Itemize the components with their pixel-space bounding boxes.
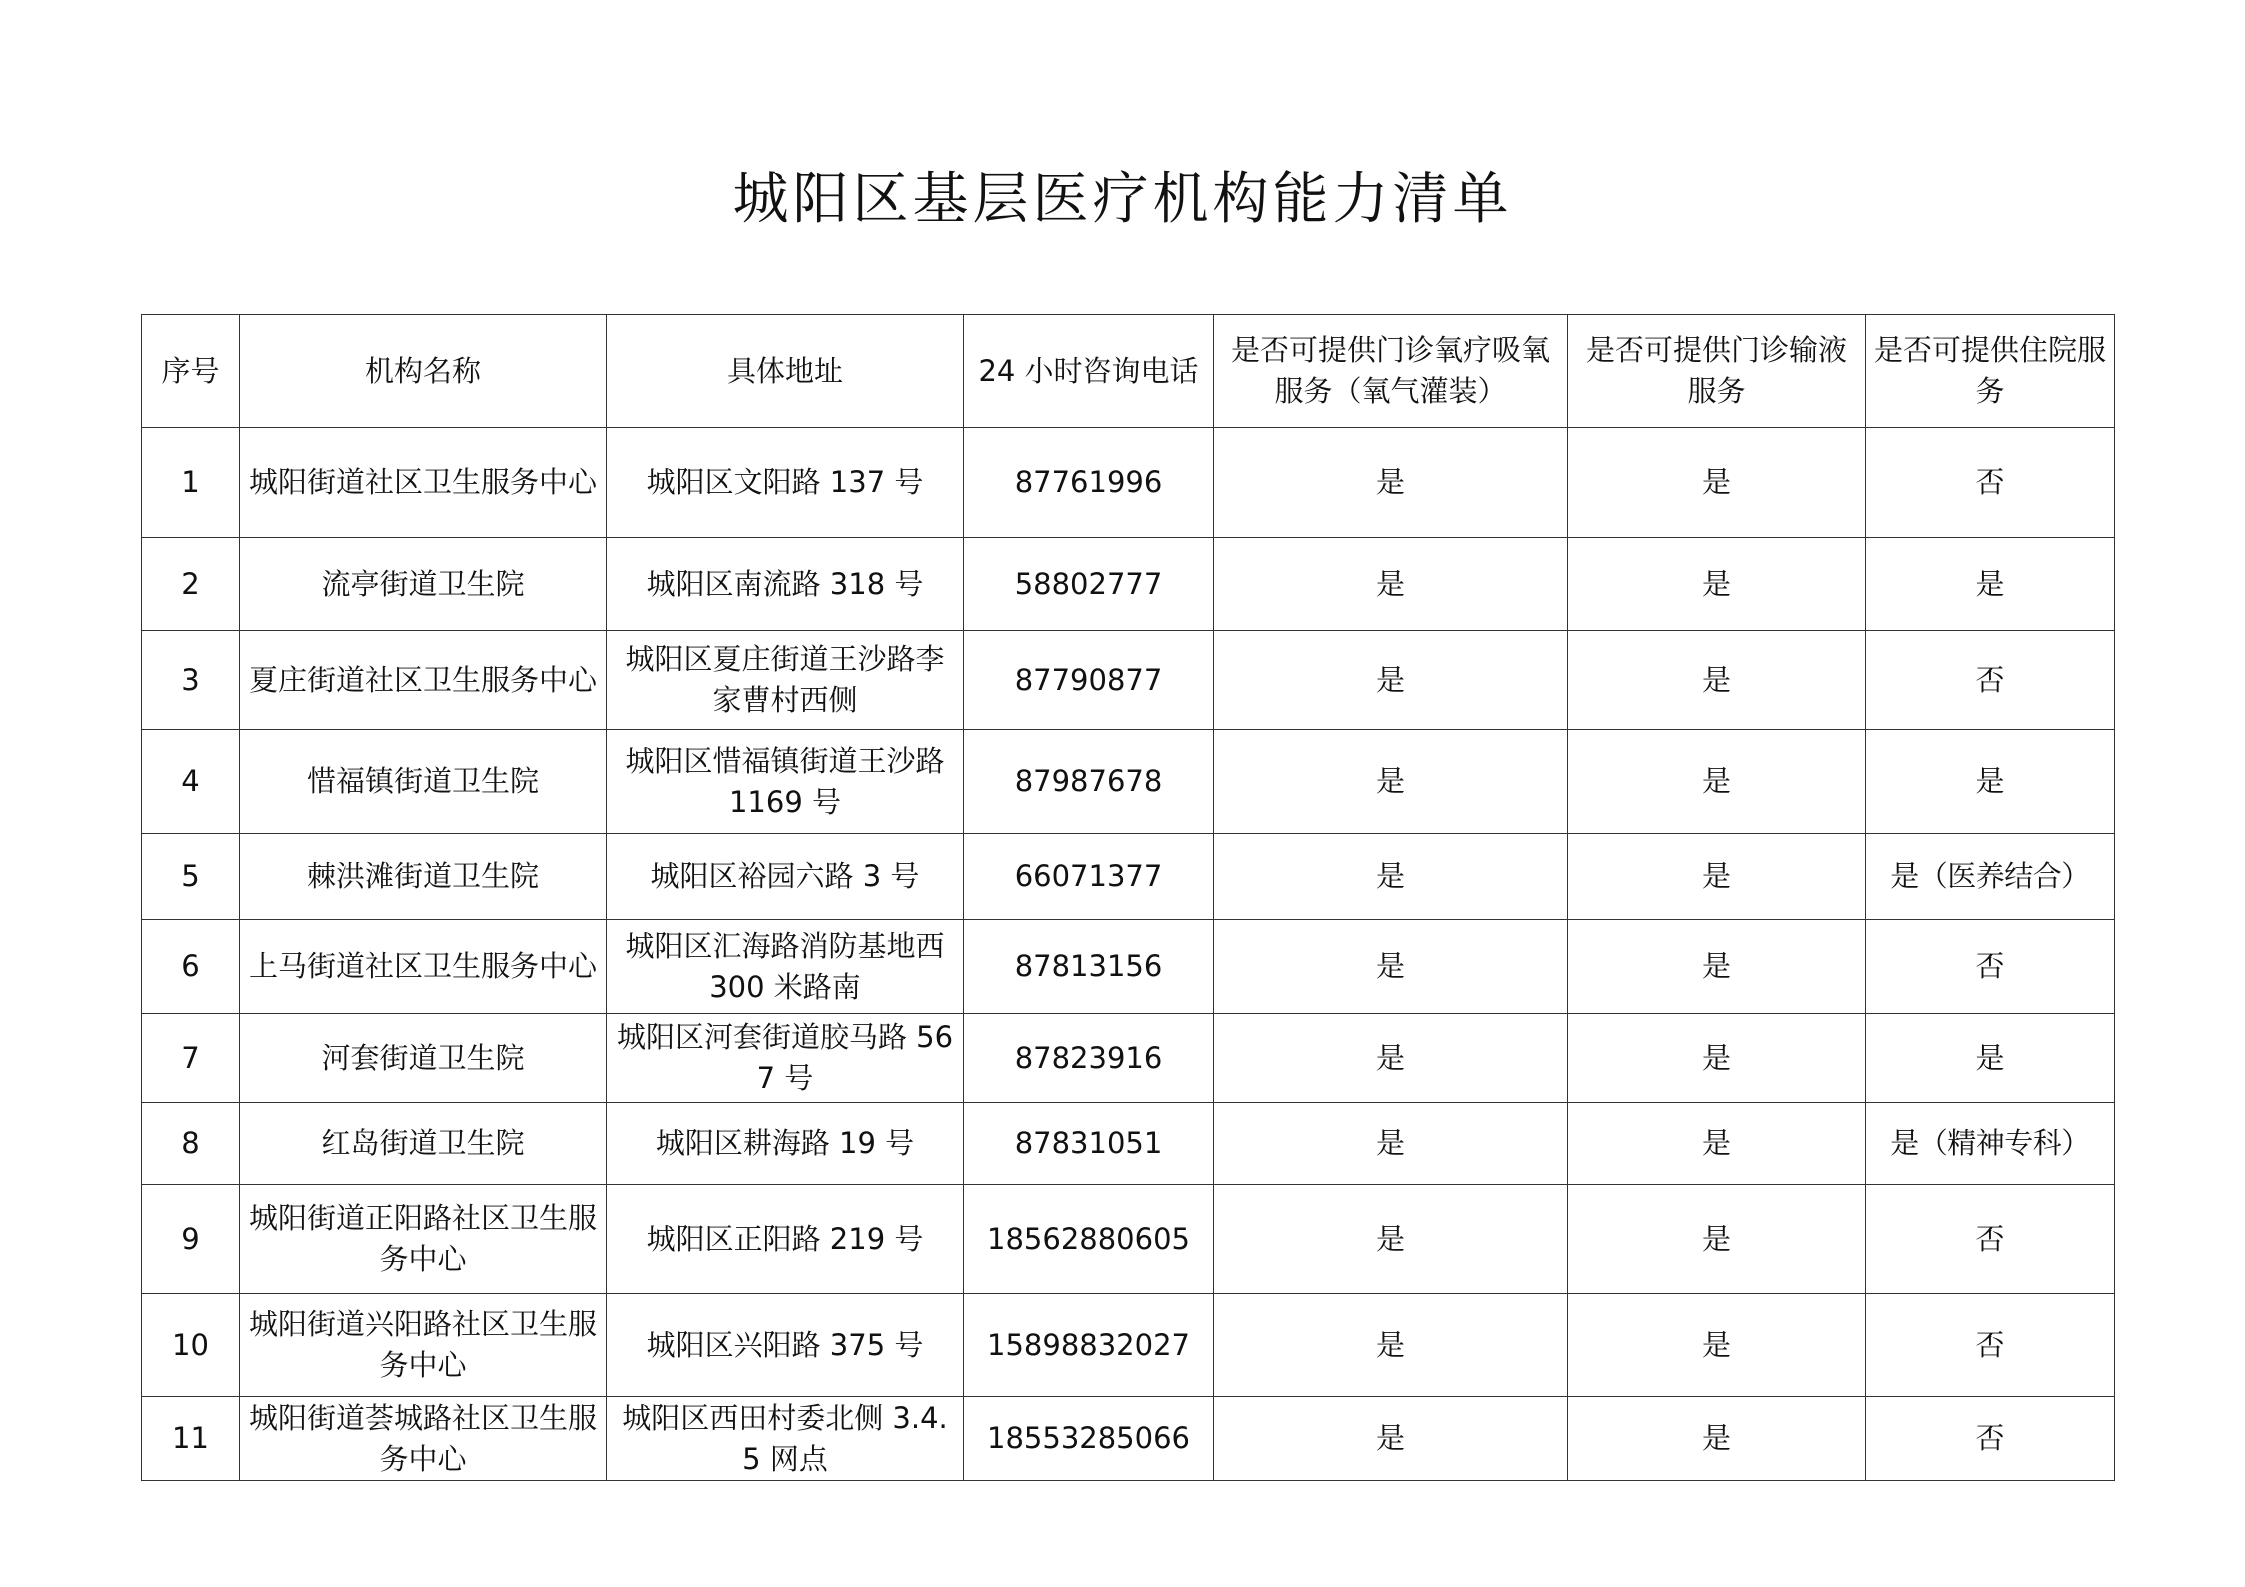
cell-inpatient: 是 [1866,1014,2115,1103]
cell-name: 惜福镇街道卫生院 [240,730,607,834]
cell-address: 城阳区河套街道胶马路 567 号 [607,1014,964,1103]
cell-infusion: 是 [1568,1103,1866,1185]
cell-oxygen: 是 [1214,1397,1568,1481]
cell-inpatient: 是 [1866,730,2115,834]
cell-inpatient: 是 [1866,538,2115,631]
cell-seq: 10 [142,1294,240,1397]
cell-inpatient: 是（精神专科） [1866,1103,2115,1185]
cell-address: 城阳区夏庄街道王沙路李家曹村西侧 [607,631,964,730]
cell-phone: 18562880605 [964,1185,1214,1294]
cell-address: 城阳区正阳路 219 号 [607,1185,964,1294]
cell-phone: 87790877 [964,631,1214,730]
cell-infusion: 是 [1568,834,1866,920]
cell-address: 城阳区汇海路消防基地西 300 米路南 [607,920,964,1014]
cell-phone: 58802777 [964,538,1214,631]
cell-oxygen: 是 [1214,1185,1568,1294]
cell-oxygen: 是 [1214,428,1568,538]
cell-infusion: 是 [1568,1397,1866,1481]
cell-name: 城阳街道社区卫生服务中心 [240,428,607,538]
cell-phone: 15898832027 [964,1294,1214,1397]
header-phone: 24 小时咨询电话 [964,315,1214,428]
cell-inpatient: 否 [1866,920,2115,1014]
cell-phone: 87813156 [964,920,1214,1014]
cell-oxygen: 是 [1214,834,1568,920]
table-row [142,631,2115,730]
cell-name: 城阳街道兴阳路社区卫生服务中心 [240,1294,607,1397]
table-row [142,1103,2115,1185]
cell-infusion: 是 [1568,1185,1866,1294]
table-row [142,1014,2115,1103]
cell-address: 城阳区惜福镇街道王沙路 1169 号 [607,730,964,834]
cell-inpatient: 否 [1866,631,2115,730]
header-seq: 序号 [142,315,240,428]
table-row [142,538,2115,631]
cell-oxygen: 是 [1214,920,1568,1014]
header-address: 具体地址 [607,315,964,428]
cell-infusion: 是 [1568,631,1866,730]
cell-address: 城阳区裕园六路 3 号 [607,834,964,920]
header-name: 机构名称 [240,315,607,428]
cell-inpatient: 是（医养结合） [1866,834,2115,920]
capacity-table-container [141,314,2114,1481]
cell-seq: 11 [142,1397,240,1481]
cell-name: 城阳街道正阳路社区卫生服务中心 [240,1185,607,1294]
cell-seq: 9 [142,1185,240,1294]
cell-phone: 18553285066 [964,1397,1214,1481]
table-row [142,1294,2115,1397]
cell-address: 城阳区兴阳路 375 号 [607,1294,964,1397]
cell-address: 城阳区文阳路 137 号 [607,428,964,538]
cell-infusion: 是 [1568,538,1866,631]
cell-inpatient: 否 [1866,428,2115,538]
table-row [142,1397,2115,1481]
cell-seq: 4 [142,730,240,834]
table-row [142,920,2115,1014]
cell-seq: 7 [142,1014,240,1103]
cell-oxygen: 是 [1214,538,1568,631]
cell-name: 夏庄街道社区卫生服务中心 [240,631,607,730]
cell-name: 棘洪滩街道卫生院 [240,834,607,920]
cell-seq: 8 [142,1103,240,1185]
cell-infusion: 是 [1568,1014,1866,1103]
cell-inpatient: 否 [1866,1294,2115,1397]
cell-seq: 6 [142,920,240,1014]
cell-phone: 87823916 [964,1014,1214,1103]
cell-oxygen: 是 [1214,631,1568,730]
header-infusion: 是否可提供门诊输液服务 [1568,315,1866,428]
cell-seq: 5 [142,834,240,920]
cell-infusion: 是 [1568,1294,1866,1397]
cell-oxygen: 是 [1214,730,1568,834]
cell-oxygen: 是 [1214,1014,1568,1103]
cell-phone: 87987678 [964,730,1214,834]
cell-inpatient: 否 [1866,1397,2115,1481]
page-title: 城阳区基层医疗机构能力清单 [732,167,1513,232]
table-row [142,428,2115,538]
cell-name: 红岛街道卫生院 [240,1103,607,1185]
cell-oxygen: 是 [1214,1103,1568,1185]
cell-name: 河套街道卫生院 [240,1014,607,1103]
cell-name: 城阳街道荟城路社区卫生服务中心 [240,1397,607,1481]
header-inpatient: 是否可提供住院服务 [1866,315,2115,428]
capacity-table [141,314,2115,1481]
cell-seq: 3 [142,631,240,730]
cell-phone: 66071377 [964,834,1214,920]
cell-address: 城阳区西田村委北侧 3.4.5 网点 [607,1397,964,1481]
cell-name: 流亭街道卫生院 [240,538,607,631]
cell-address: 城阳区南流路 318 号 [607,538,964,631]
cell-inpatient: 否 [1866,1185,2115,1294]
cell-infusion: 是 [1568,920,1866,1014]
cell-address: 城阳区耕海路 19 号 [607,1103,964,1185]
cell-name: 上马街道社区卫生服务中心 [240,920,607,1014]
header-oxygen: 是否可提供门诊氧疗吸氧服务（氧气灌装） [1214,315,1568,428]
table-row [142,1185,2115,1294]
cell-seq: 1 [142,428,240,538]
table-header-row [142,315,2115,428]
cell-infusion: 是 [1568,730,1866,834]
cell-phone: 87761996 [964,428,1214,538]
cell-infusion: 是 [1568,428,1866,538]
cell-phone: 87831051 [964,1103,1214,1185]
table-row [142,730,2115,834]
cell-oxygen: 是 [1214,1294,1568,1397]
table-row [142,834,2115,920]
cell-seq: 2 [142,538,240,631]
